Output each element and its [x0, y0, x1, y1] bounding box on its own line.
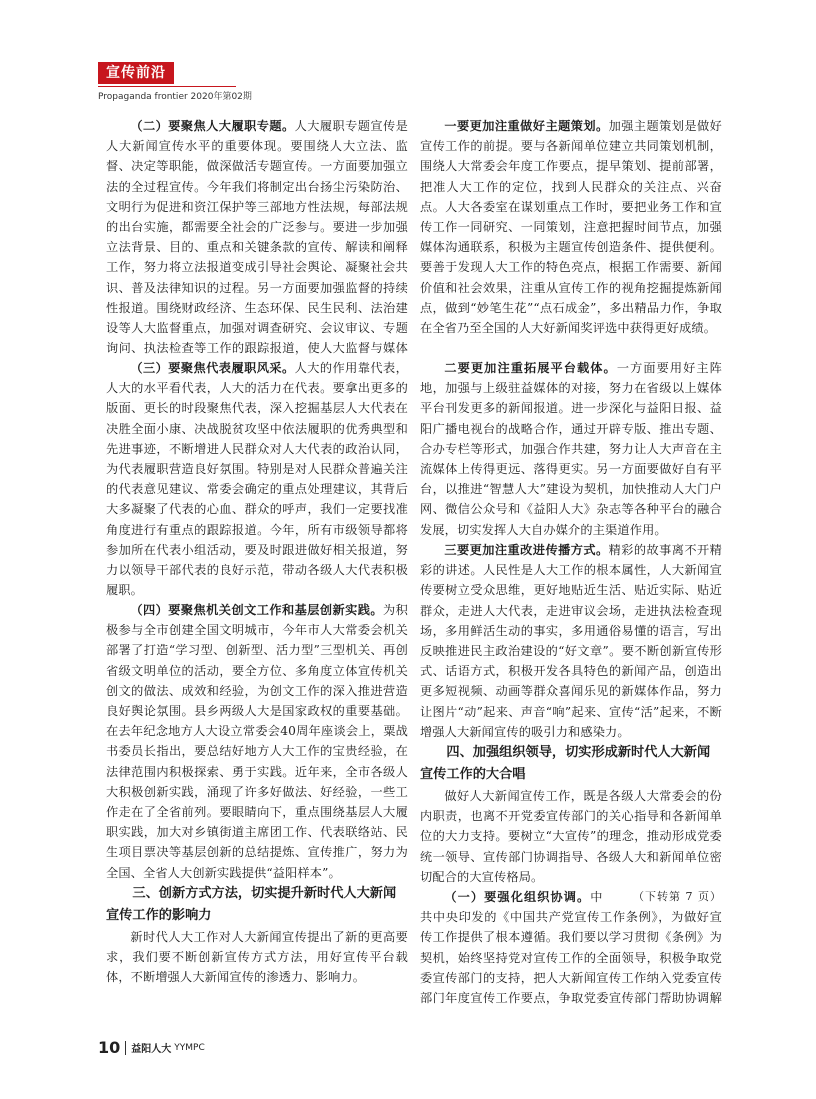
page-number: 10: [98, 1038, 121, 1057]
paragraph-body: 做好人大新闻宣传工作，既是各级人大常委会的份内职责，也离不开党委宣传部门的关心指导和各新闻单位的大力支持。要树立“大宣传”的理念，推动形成党委统一领导、宣传部门协调指导、各级人大和新闻单位密切配合的大宣传格局。: [420, 789, 722, 884]
paragraph-organization-intro: [420, 786, 722, 887]
paragraph-body: 一方面要用好主阵地，加强与上级驻益媒体的对接，努力在省级以上媒体平台刊发更多的新闻报道。进一步深化与益阳日报、益阳广播电视台的战略合作，通过开辟专版、推出专题、合办专栏等形式，加强合作共建，努力让人大声音在主流媒体上传得更远、落得更实。另一方面要做好自有平台，以推进“智慧人大”建设为契机，加快推动人大门户网、微信公众号和《益阳人大》杂志等各种平台的融合发展，切实发挥人大自办媒介的主渠道作用。: [420, 361, 722, 537]
paragraph-theme-planning: [420, 116, 722, 358]
paragraph-civilization-innovation: [106, 600, 408, 883]
section-heading-3: 三、创新方式方法，切实提升新时代人大新闻宣传工作的影响力: [106, 886, 397, 923]
footer-divider: [125, 1041, 126, 1055]
paragraph-body: 加强主题策划是做好宣传工作的前提。要与各新闻单位建立共同策划机制，围绕人大常委会年度工作要点，提早策划、提前部署，把准人大工作的定位，找到人民群众的关注点、兴奋点。人大各委室在谋划重点工作时，要把业务工作和宣传工作一同研究、一同策划，注意把握时间节点，加强媒体沟通联系，积极为主题宣传创造条件、提供便利。要善于发现人大工作的特色亮点，根据工作需要、新闻价值和社会效果，注重从宣传工作的视角挖掘提炼新闻点，做到“妙笔生花”“点石成金”，多出精品力作，争取在全省乃至全国的人大好新闻奖评选中获得更好成绩。: [420, 119, 722, 336]
paragraph-lead: （四）要聚焦机关创文工作和基层创新实践。: [130, 603, 384, 617]
paragraph-body: 人大的作用靠代表，人大的水平看代表，人大的活力在代表。要拿出更多的版面、更长的时段聚焦代表，深入挖掘基层人大代表在决胜全面小康、决战脱贫攻坚中依法履职的优秀典型和先进事迹，不断增进人民群众对人大代表的政治认同，为代表履职营造良好氛围。特别是对人民群众普遍关注的代表意见建议、常委会确定的重点处理建议，其背后大多凝聚了代表的心血、群众的呼声，我们一定要找准角度进行有重点的跟踪报道。今年，所有市级领导都将参加所在代表小组活动，要及时跟进做好相关报道，努力以领导干部代表的良好示范，带动各级人大代表积极履职。: [106, 361, 408, 598]
page-footer: [98, 1037, 205, 1057]
paragraph-lead: （一）要强化组织协调。: [444, 890, 591, 904]
continued-note: （下转第 7 页）: [633, 890, 722, 903]
left-column: [106, 116, 408, 988]
paragraph-coordination: [420, 887, 722, 1008]
journal-line: Propaganda frontier 2020年第02期: [98, 92, 252, 102]
paragraph-platforms: [420, 358, 722, 540]
footer-code: YYMPC: [174, 1042, 205, 1053]
paragraph-performance-topics: [106, 116, 408, 358]
paragraph-body: 为积极参与全市创建全国文明城市，今年市人大常委会机关部署了打造“学习型、创新型、活力型”三型机关、再创省级文明单位的活动，要全方位、多角度立体宣传机关创文的做法、成效和经验，为创文工作的深入推进营造良好舆论氛围。县乡两级人大是国家政权的重要基础。在去年纪念地方人大设立常委会40周年座谈会上，粟战书委员长指出，要总结好地方人大工作的宝贵经验，在法律范围内积极探索、勇于实践。近年来，全市各级人大积极创新实践，涌现了许多好做法、好经验，一些工作走在了全省前列。要眼睛向下，重点围绕基层人大履职实践，加大对乡镇街道主席团工作、代表联络站、民生项目票决等基层创新的总结提炼、宣传推广，努力为全国、全省人大创新实践提供“益阳样本”。: [106, 603, 408, 880]
paragraph-lead: （二）要聚焦人大履职专题。: [130, 119, 295, 133]
header-rule: [98, 86, 236, 87]
paragraph-lead: （三）要聚焦代表履职风采。: [130, 361, 295, 375]
paragraph-body: 精彩的故事离不开精彩的讲述。人民性是人大工作的根本属性，人大新闻宣传要树立受众思维，更好地贴近生活、贴近实际、贴近群众，走进人大代表，走进审议会场，走进执法检查现场，多用鲜活生动的事实，多用通俗易懂的语言，写出反映推进民主政治建设的“好文章”。要不断创新宣传形式、话语方式，积极开发各具特色的新闻产品，创造出更多短视频、动画等群众喜闻乐见的新媒体作品，努力让图片“动”起来、声音“响”起来、宣传“活”起来，不断增强人大新闻宣传的吸引力和感染力。: [420, 543, 722, 739]
section-heading-4: 四、加强组织领导，切实形成新时代人大新闻宣传工作的大合唱: [420, 745, 711, 782]
right-column: [420, 116, 722, 1008]
paragraph-body: 新时代人大工作对人大新闻宣传提出了新的更高要求，我们要不断创新宣传方式方法，用好宣传平台载体，不断增强人大新闻宣传的渗透力、影响力。: [106, 930, 408, 985]
paragraph-lead: 二要更加注重拓展平台载体。: [444, 361, 617, 375]
paragraph-body: 中共中央印发的《中国共产党宣传工作条例》，为做好宣传工作提供了根本遵循。我们要以学习贯彻《条例》为契机，始终坚持党对宣传工作的全面领导，积极争取党委宣传部门的支持，把人大新闻宣传工作纳入党委宣传部门年度宣传工作要点，争取党委宣传部门帮助协调解: [420, 890, 722, 1006]
paragraph-innovation-intro: [106, 927, 408, 988]
paragraph-lead: 一要更加注重做好主题策划。: [444, 119, 609, 133]
paragraph-lead: 三要更加注重改进传播方式。: [444, 543, 609, 557]
footer-brand: 益阳人大: [131, 1044, 172, 1055]
paragraph-deputy-performance: [106, 358, 408, 600]
paragraph-dissemination: [420, 540, 722, 742]
section-tag: 宣传前沿: [98, 62, 174, 84]
paragraph-body: 人大履职专题宣传是人大新闻宣传水平的重要体现。要围绕人大立法、监督、决定等职能，做深做活专题宣传。一方面要加强立法的全过程宣传。今年我们将制定出台扬尘污染防治、文明行为促进和资江保护等三部地方性法规，每部法规的出台实施，都需要全社会的广泛参与。要进一步加强立法背景、目的、重点和关键条款的宣传、解读和阐释工作，努力将立法报道变成引导社会舆论、凝聚社会共识、普及法律知识的过程。另一方面要加强监督的持续性报道。围绕财政经济、生态环保、民生民利、法治建设等人大监督重点，加强对调查研究、会议审议、专题询问、执法检查等工作的跟踪报道，使人大监督与媒体: [106, 119, 408, 356]
